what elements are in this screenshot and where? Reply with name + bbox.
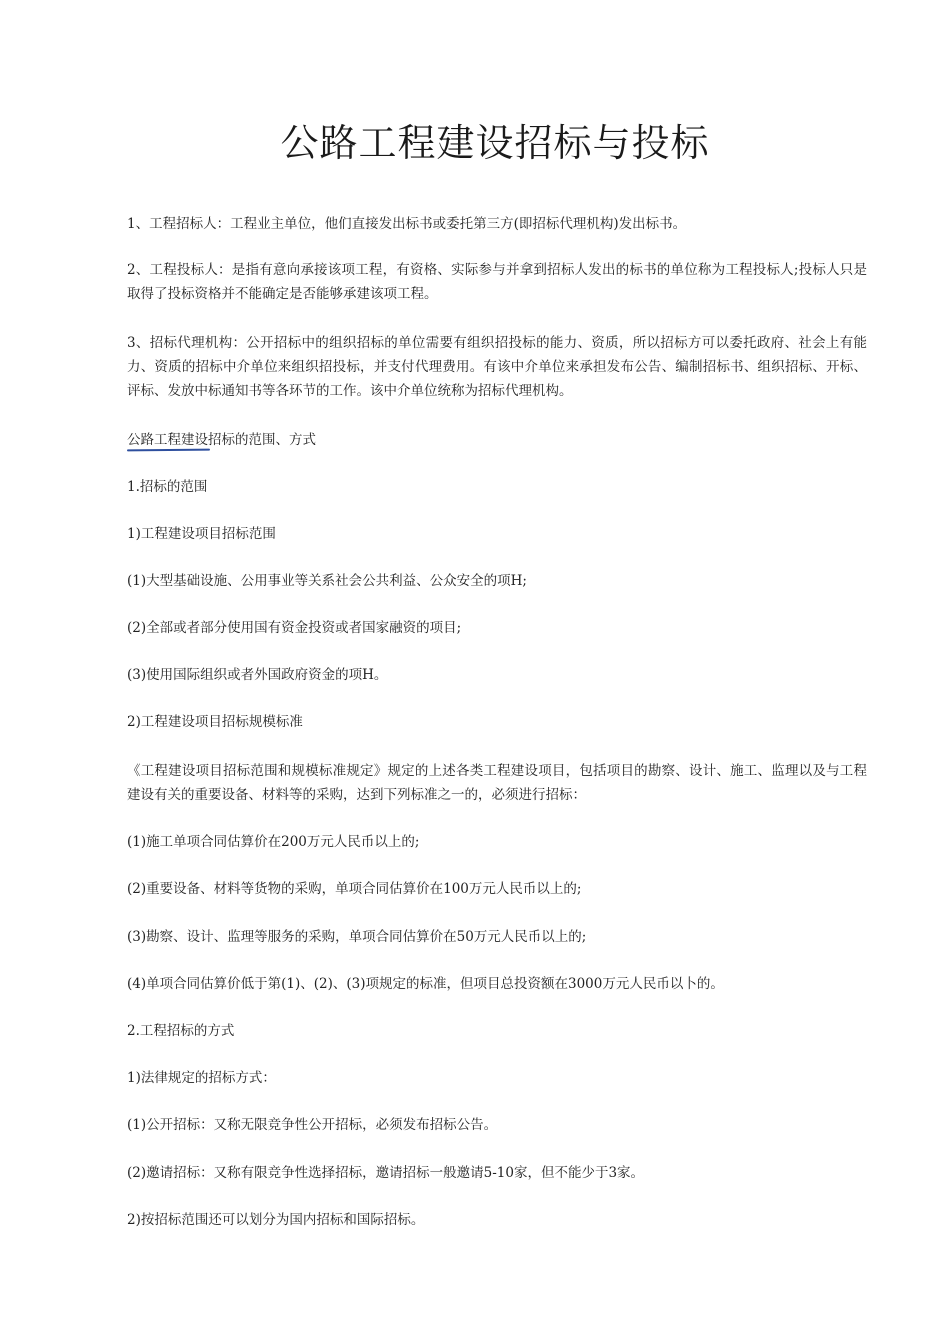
list-item-method-2: (2)邀请招标：又称有限竞争性选择招标，邀请招标一般邀请5-10家，但不能少于3家。 — [127, 1165, 645, 1181]
paragraph-tenderer: 1、工程招标人：工程业主单位，他们直接发出标书或委托第三方(即招标代理机构)发出标书。 — [127, 216, 687, 232]
underlined-phrase: 公路工程建设 — [127, 428, 208, 452]
list-item-standard-4: (4)单项合同估算价低于第(1)、(2)、(3)项规定的标准，但项目总投资额在3000万元人民币以卜的。 — [127, 976, 724, 992]
heading-scope: 1.招标的范围 — [127, 479, 208, 495]
list-item-standard-2: (2)重要设备、材料等货物的采购，单项合同估算价在100万元人民币以上的; — [127, 881, 582, 897]
paragraph-domestic-international: 2)按招标范围还可以划分为国内招标和国际招标。 — [127, 1212, 425, 1228]
list-item-standard-1: (1)施工单项合同估算价在200万元人民币以上的; — [127, 834, 420, 850]
subheading-scale-standard: 2)工程建设项目招标规模标准 — [127, 714, 303, 730]
list-item-scope-3: (3)使用国际组织或者外国政府资金的项H。 — [127, 667, 388, 683]
list-item-scope-2: (2)全部或者部分使用国有资金投资或者国家融资的项目; — [127, 620, 462, 636]
subheading-project-scope: 1)工程建设项目招标范围 — [127, 526, 276, 542]
heading-method: 2.工程招标的方式 — [127, 1023, 235, 1039]
subheading-legal-methods: 1)法律规定的招标方式： — [127, 1070, 276, 1086]
section-heading-scope-method — [127, 428, 867, 452]
list-item-method-1: (1)公开招标：又称无限竞争性公开招标，必须发布招标公告。 — [127, 1117, 498, 1133]
page-title: 公路工程建设招标与投标 — [280, 121, 710, 165]
list-item-standard-3: (3)勘察、设计、监理等服务的采购，单项合同估算价在50万元人民币以上的; — [127, 929, 587, 945]
paragraph-regulation: 《工程建设项目招标范围和规模标准规定》规定的上述各类工程建设项目，包括项目的勘察、设计、施工、监理以及与工程建设有关的重要设备、材料等的采购，达到下列标准之一的，必须进行招标： — [127, 763, 867, 803]
heading-rest: 招标的范围、方式 — [208, 432, 316, 448]
paragraph-bidder: 2、工程投标人：是指有意向承接该项工程，有资格、实际参与并拿到招标人发出的标书的单位称为工程投标人;投标人只是取得了投标资格并不能确定是否能够承建该项工程。 — [127, 262, 867, 302]
list-item-scope-1: (1)大型基础设施、公用事业等关系社会公共利益、公众安全的项H; — [127, 573, 527, 589]
paragraph-agency: 3、招标代理机构：公开招标中的组织招标的单位需要有组织招投标的能力、资质，所以招标方可以委托政府、社会上有能力、资质的招标中介单位来组织招投标，并支付代理费用。有该中介单位来承担发布公告、编制招标书、组织招标、开标、评标、发放中标通知书等各环节的工作。该中介单位统称为招标代理机构。 — [127, 335, 867, 399]
